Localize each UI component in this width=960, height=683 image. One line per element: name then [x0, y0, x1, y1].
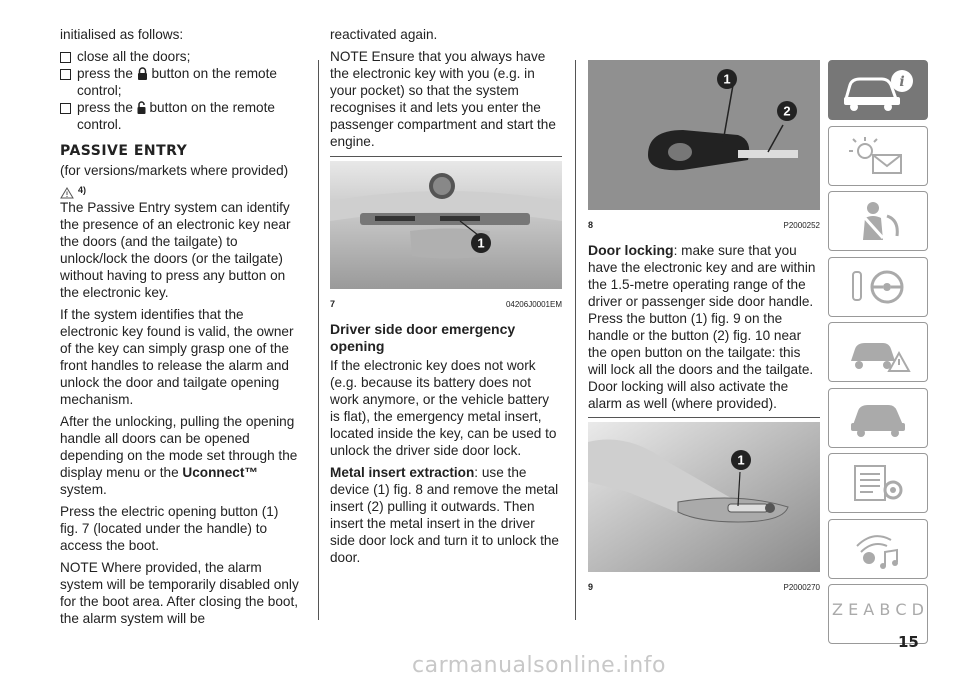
door-handle-image	[588, 422, 820, 572]
list-item	[60, 48, 300, 65]
metal-insert-heading: Metal insert extraction	[330, 465, 475, 480]
tab-emergency[interactable]	[828, 322, 928, 382]
svg-text:i: i	[899, 74, 905, 90]
unlock-icon	[137, 101, 146, 114]
warning-triangle-icon	[60, 187, 74, 199]
index-icon	[832, 591, 924, 637]
figure-number: 9	[588, 582, 594, 592]
paragraph: reactivated again.	[330, 27, 438, 42]
safety-icon	[843, 198, 913, 244]
bullet-icon	[60, 69, 71, 80]
column-3	[588, 26, 820, 596]
list-item-text: press the button on the remote control.	[77, 100, 275, 132]
uconnect-label: Uconnect™	[182, 465, 258, 480]
driving-icon	[843, 264, 913, 310]
figure-8	[588, 60, 820, 234]
multimedia-icon	[843, 526, 913, 572]
figure-7	[330, 156, 562, 313]
lock-icon	[137, 67, 148, 80]
paragraph: Metal insert extraction: use the device (1) fig. 8 and remove the metal insert (2) pulling it outwards. Then insert the metal insert in the driver side door lock and turn it to unlock the door.	[330, 465, 559, 565]
figure-code: P2000270	[783, 583, 820, 592]
paragraph: After the unlocking, pulling the opening handle all doors can be opened depending on the mode set through the display menu or the Uconnect™ system.	[60, 414, 298, 497]
chapter-sidebar	[828, 60, 928, 650]
tab-maintenance[interactable]	[828, 388, 928, 448]
callout-badge	[730, 449, 752, 471]
column-divider	[318, 60, 319, 620]
tab-multimedia[interactable]	[828, 519, 928, 579]
list-item	[60, 65, 300, 99]
callout-badge	[470, 232, 492, 254]
warning-reference	[60, 179, 300, 199]
tailgate-handle-image	[330, 161, 562, 289]
figure-rule	[330, 156, 562, 157]
figure-number: 8	[588, 220, 594, 230]
paragraph: Door locking: make sure that you have the electronic key and are within the 1.5-metre operating range of the driver or passenger side door handle. Press the button (1) fig. 9 on the handle or the button (2) fig. 10 near the open button on the tailgate: this will lock all the doors and the tailgate. Door locking will also activate the alarm as well (where provided).	[588, 242, 816, 411]
svg-text:1: 1	[737, 452, 745, 468]
column-divider	[575, 60, 576, 620]
list-item-text: close all the doors;	[77, 49, 191, 64]
intro-text: initialised as follows:	[60, 27, 184, 42]
maintenance-icon	[843, 395, 913, 441]
tab-technical-data[interactable]	[828, 453, 928, 513]
index-letters: Z E A B C D	[832, 600, 924, 619]
figure-rule	[588, 417, 820, 418]
paragraph: If the system identifies that the electronic key found is valid, the owner of the key can simply grasp one of the front handles to release the alarm and unlock the door and tailgate opening mechanism.	[60, 307, 294, 407]
column-1	[60, 26, 300, 632]
svg-text:2: 2	[783, 103, 791, 119]
section-heading-passive-entry: PASSIVE ENTRY	[60, 143, 188, 159]
svg-text:1: 1	[477, 235, 485, 251]
paragraph: Press the electric opening button (1) fig. 7 (located under the handle) to access the boot.	[60, 504, 279, 553]
tab-car-info[interactable]	[828, 60, 928, 120]
tab-safety[interactable]	[828, 191, 928, 251]
watermark: carmanualsonline.info	[412, 653, 666, 678]
warning-lights-icon	[843, 133, 913, 179]
list-item-text: press the button on the remote control;	[77, 66, 277, 98]
provided-note: (for versions/markets where provided)	[60, 163, 289, 178]
emergency-icon	[843, 329, 913, 375]
paragraph: If the electronic key does not work (e.g. because its battery does not work anymore, or the vehicle battery is flat), the emergency metal insert, located inside the key, can be used to unlock the driver side door lock.	[330, 358, 557, 458]
paragraph: NOTE Where provided, the alarm system will be temporarily disabled only for the boot area. After closing the boot, the alarm system will be	[60, 560, 299, 626]
figure-9	[588, 417, 820, 596]
figure-caption	[330, 296, 562, 313]
page-number: 15	[898, 633, 919, 651]
callout-badge	[776, 100, 798, 122]
figure-code: P2000252	[783, 221, 820, 230]
car-info-icon	[838, 67, 918, 113]
bullet-icon	[60, 52, 71, 63]
column-2	[330, 26, 562, 571]
list-item	[60, 99, 300, 133]
figure-caption	[588, 579, 820, 596]
bullet-icon	[60, 103, 71, 114]
section-heading-driver-door: Driver side door emergency opening	[330, 321, 516, 354]
door-locking-heading: Door locking	[588, 242, 674, 258]
svg-text:1: 1	[723, 71, 731, 87]
figure-code: 04206J0001EM	[505, 300, 562, 309]
tab-warning-lights[interactable]	[828, 126, 928, 186]
key-fob-image	[588, 60, 820, 210]
figure-number: 7	[330, 299, 336, 309]
technical-data-icon	[843, 460, 913, 506]
tab-driving[interactable]	[828, 257, 928, 317]
figure-caption	[588, 217, 820, 234]
paragraph: The Passive Entry system can identify the presence of an electronic key near the doors (and the tailgate) to unlock/lock the doors (or the tailgate) without having to press any button on the electronic key.	[60, 200, 291, 300]
callout-badge	[716, 68, 738, 90]
paragraph: NOTE Ensure that you always have the electronic key with you (e.g. in your pocket) so that the system recognises it and lets you enter the passenger compartment and start the engine.	[330, 49, 556, 149]
warning-ref-number: 4)	[78, 185, 87, 195]
